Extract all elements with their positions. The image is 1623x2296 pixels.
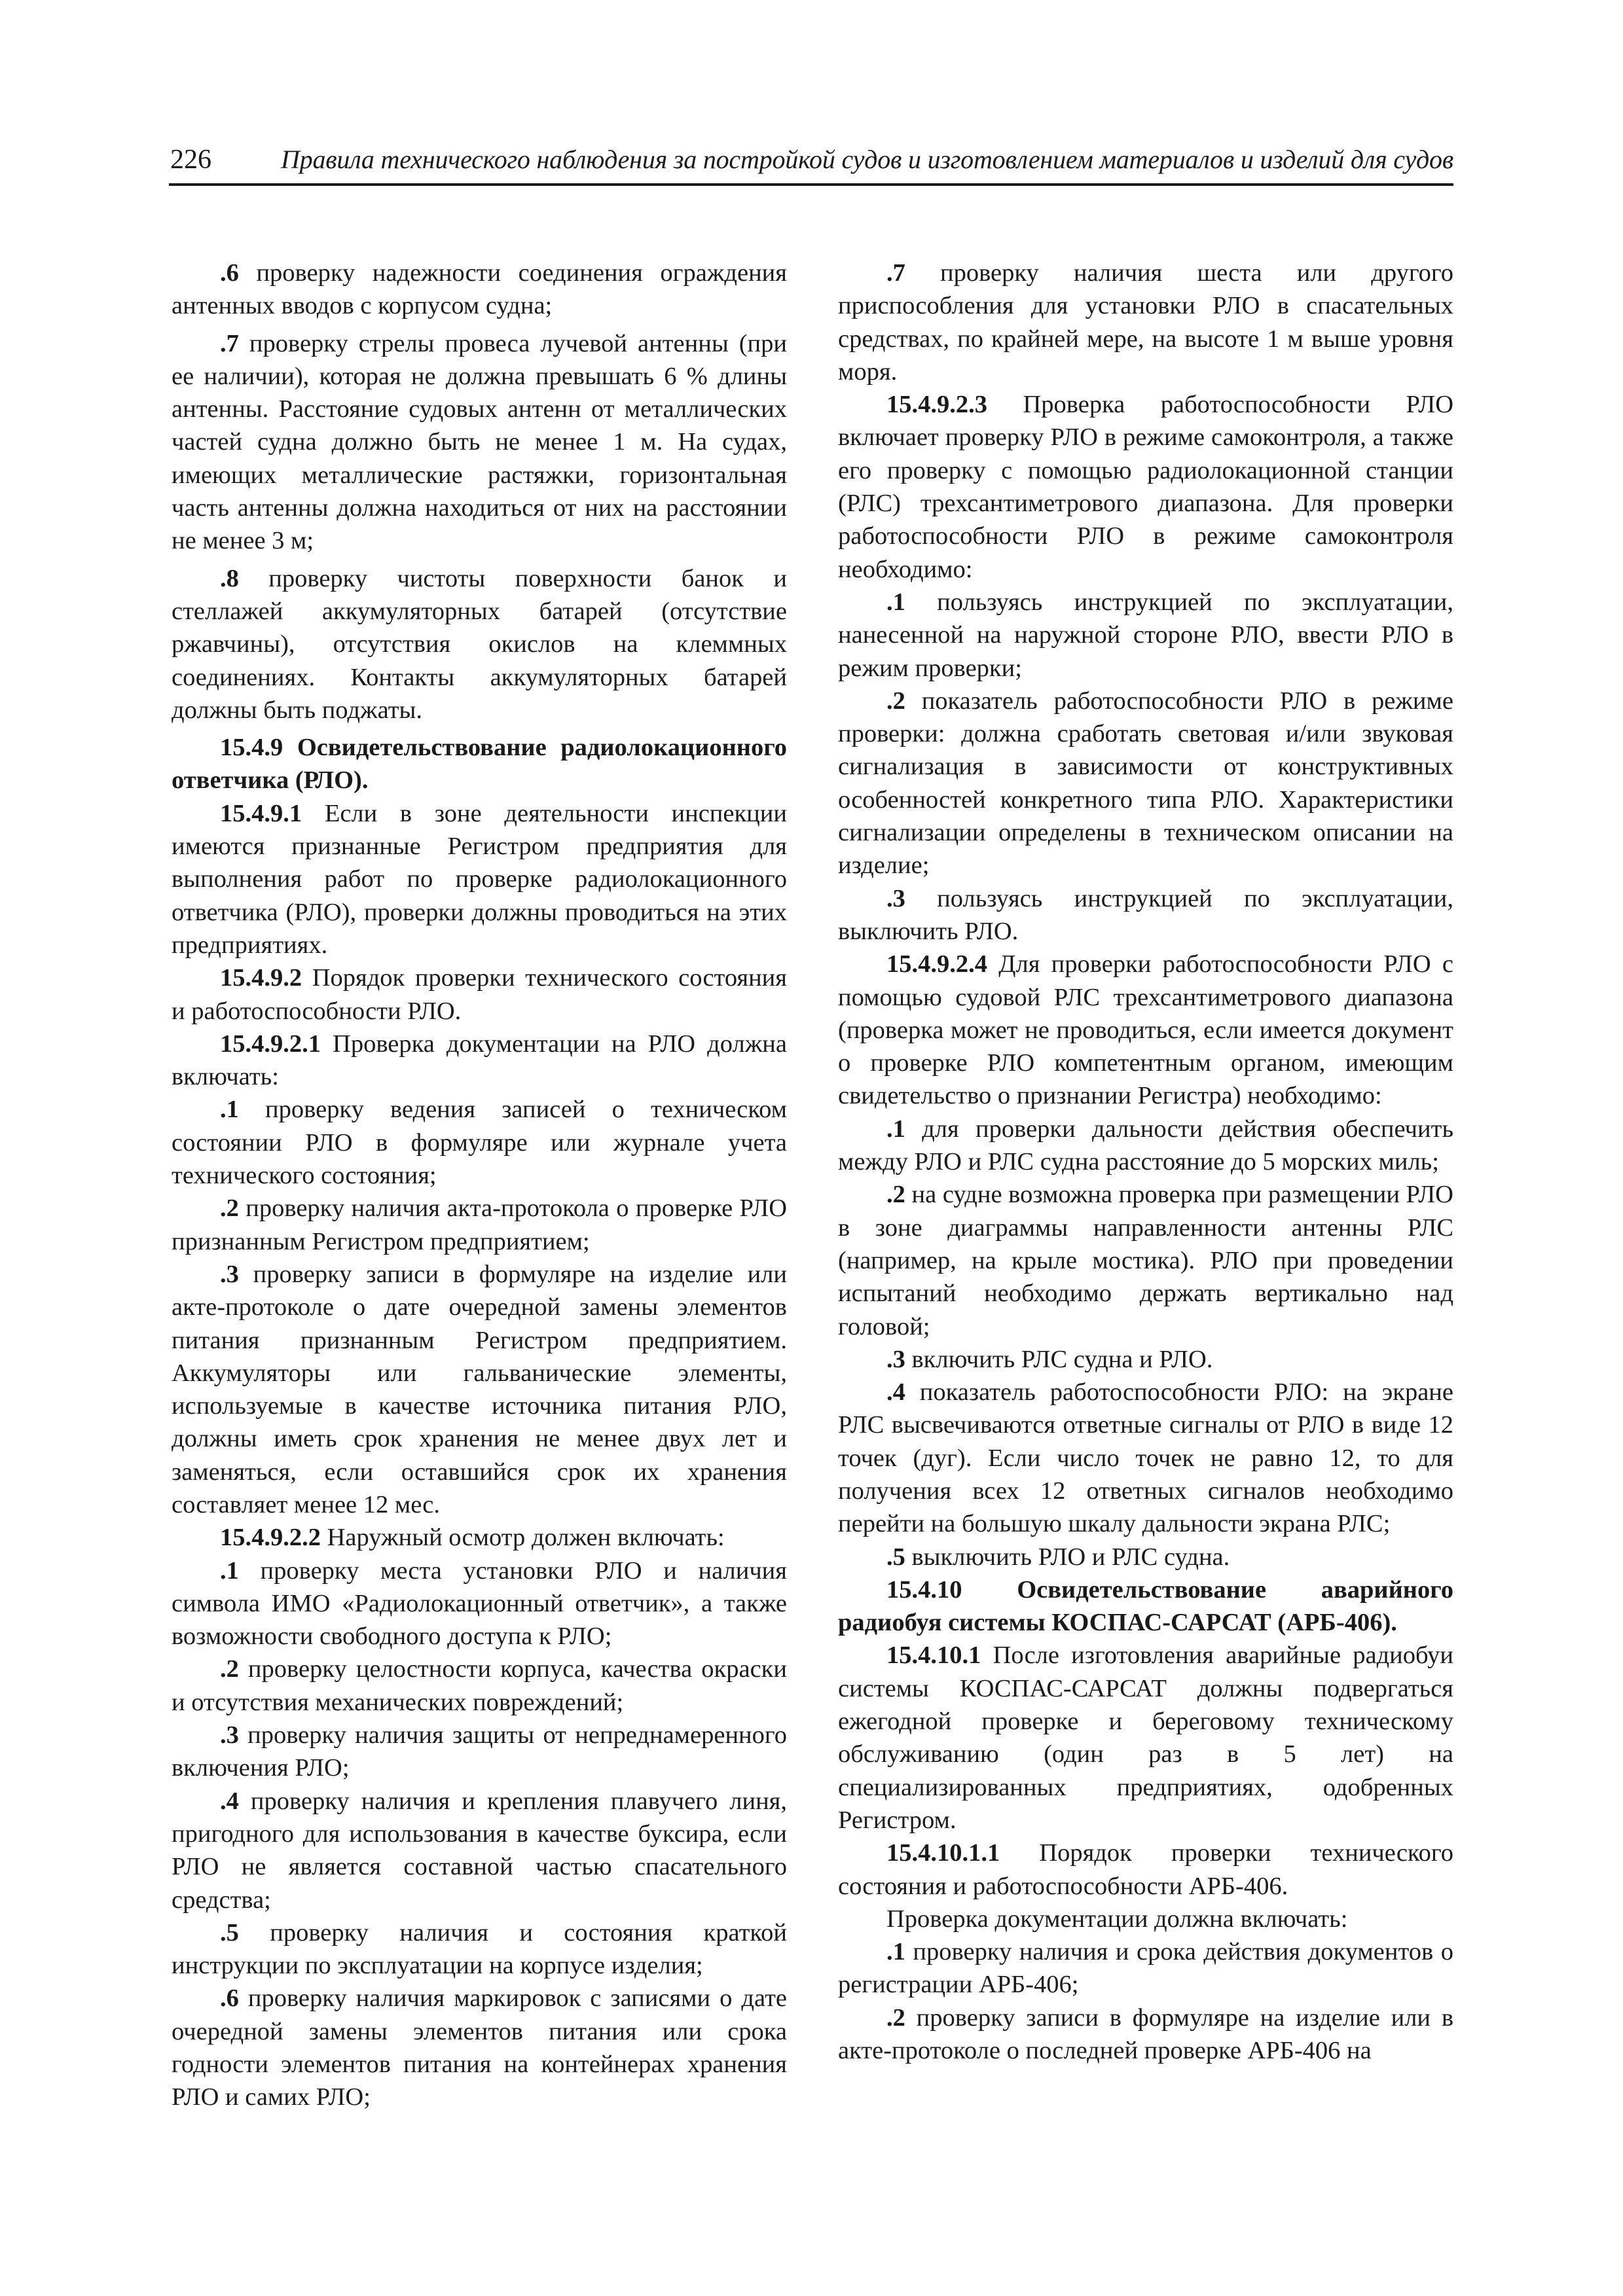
paragraph: .3 проверку наличия защиты от непреднамеренного включения РЛО; [172, 1721, 787, 1782]
paragraph: .1 пользуясь инструкцией по эксплуатации, нанесенной на наружной стороне РЛО, ввести РЛО в режим проверки; [838, 588, 1453, 682]
paragraph: 15.4.10.1.1 Порядок проверки технического состояния и работоспособности АРБ-406. [838, 1839, 1453, 1900]
paragraph: .3 пользуясь инструкцией по эксплуатации, выключить РЛО. [838, 884, 1453, 945]
paragraph: .5 проверку наличия и состояния краткой инструкции по эксплуатации на корпусе изделия; [172, 1918, 787, 1980]
paragraph: .1 проверку ведения записей о техническом состоянии РЛО в формуляре или журнале учета технического состояния; [172, 1096, 787, 1190]
paragraph: 15.4.9.2.4 Для проверки работоспособности РЛО с помощью судовой РЛС трехсантиметрового диапазона (проверка может не проводиться, если имеется документ о проверке РЛО компетентным органом, имеющим свидетельство о признании Регистра) необходимо: [838, 950, 1453, 1110]
section-heading: 15.4.9 Освидетельствование радиолокационного ответчика (РЛО). [172, 734, 787, 795]
section-heading: 15.4.10 Освидетельствование аварийного радиобуя системы КОСПАС-САРСАТ (АРБ-406). [838, 1575, 1453, 1637]
paragraph: .6 проверку надежности соединения ограждения антенных вводов с корпусом судна; [172, 259, 787, 320]
paragraph: 15.4.10.1 После изготовления аварийные радиобуи системы КОСПАС-САРСАТ должны подвергаться ежегодной проверке и береговому техническому обслуживанию (один раз в 5 лет) на специализированных предприятиях, одобренных Регистром. [838, 1641, 1453, 1834]
paragraph: .6 проверку наличия маркировок с записями о дате очередной замены элементов питания или срока годности элементов питания на контейнерах хранения РЛО и самих РЛО; [172, 1984, 787, 2111]
paragraph: 15.4.9.2.1 Проверка документации на РЛО должна включать: [172, 1030, 787, 1091]
paragraph: 15.4.9.2 Порядок проверки технического состояния и работоспособности РЛО. [172, 964, 787, 1025]
paragraph: .2 проверку наличия акта-протокола о проверке РЛО признанным Регистром предприятием; [172, 1194, 787, 1255]
paragraph: 15.4.9.2.2 Наружный осмотр должен включать: [220, 1524, 725, 1552]
paragraph: .2 показатель работоспособности РЛО в режиме проверки: должна сработать световая и/или звуковая сигнализация в зависимости от конструктивных особенностей конкретного типа РЛО. Характеристики сигнализации определены в техническом описании на изделие; [838, 687, 1453, 880]
paragraph: .5 выключить РЛО и РЛС судна. [886, 1543, 1230, 1571]
paragraph: .1 проверку места установки РЛО и наличия символа ИМО «Радиолокационный ответчик», а также возможности свободного доступа к РЛО; [172, 1556, 787, 1651]
paragraph: .1 проверку наличия и срока действия документов о регистрации АРБ-406; [838, 1938, 1453, 1999]
running-title: Правила технического наблюдения за постройкой судов и изготовлением материалов и изделий для судов [280, 145, 1453, 174]
paragraph: .3 включить РЛС судна и РЛО. [886, 1345, 1213, 1373]
paragraph: .3 проверку записи в формуляре на изделие или акте-протоколе о дате очередной замены элементов питания признанным Регистром предприятием. Аккумуляторы или гальванические элементы, используемые в качестве источника питания РЛО, должны иметь срок хранения не менее двух лет и заменяться, если оставшийся срок их хранения составляет менее 12 мес. [172, 1260, 787, 1518]
right-column [838, 257, 1453, 2067]
paragraph: .8 проверку чистоты поверхности банок и стеллажей аккумуляторных батарей (отсутствие ржавчины), отсутствия окислов на клеммных соединениях. Контакты аккумуляторных батарей должны быть поджаты. [172, 564, 787, 724]
left-column [172, 257, 787, 2114]
paragraph: .7 проверку стрелы провеса лучевой антенны (при ее наличии), которая не должна превышать 6 % длины антенны. Расстояние судовых антенн от металлических частей судна должно быть не менее 1 м. На судах, имеющих металлические растяжки, горизонтальная часть антенны должна находиться от них на расстоянии не менее 3 м; [172, 329, 787, 555]
paragraph: 15.4.9.2.3 Проверка работоспособности РЛО включает проверку РЛО в режиме самоконтроля, а также его проверку с помощью радиолокационной станции (РЛС) трехсантиметрового диапазона. Для проверки работоспособности РЛО в режиме самоконтроля необходимо: [838, 391, 1453, 583]
page-header [169, 141, 1453, 186]
page-number: 226 [170, 145, 211, 175]
paragraph: .2 на судне возможна проверка при размещении РЛО в зоне диаграммы направленности антенны РЛС (например, на крыле мостика). РЛО при проведении испытаний необходимо держать вертикально над головой; [838, 1181, 1453, 1340]
paragraph: .2 проверку целостности корпуса, качества окраски и отсутствия механических повреждений; [172, 1655, 787, 1716]
paragraph: .4 проверку наличия и крепления плавучего линя, пригодного для использования в качестве буксира, если РЛО не является составной частью спасательного средства; [172, 1787, 787, 1914]
paragraph: .2 проверку записи в формуляре на изделие или в акте-протоколе о последней проверке АРБ-406 на [838, 2003, 1453, 2065]
paragraph: .1 для проверки дальности действия обеспечить между РЛО и РЛС судна расстояние до 5 морских миль; [838, 1115, 1453, 1176]
paragraph: 15.4.9.1 Если в зоне деятельности инспекции имеются признанные Регистром предприятия для выполнения работ по проверке радиолокационного ответчика (РЛО), проверки должны проводиться на этих предприятиях. [172, 799, 787, 959]
paragraph: .7 проверку наличия шеста или другого приспособления для установки РЛО в спасательных средствах, по крайней мере, на высоте 1 м выше уровня моря. [838, 259, 1453, 386]
paragraph: .4 показатель работоспособности РЛО: на экране РЛС высвечиваются ответные сигналы от РЛО в виде 12 точек (дуг). Если число точек не равно 12, то для получения всех 12 ответных сигналов необходимо перейти на большую шкалу дальности экрана РЛС; [838, 1378, 1453, 1538]
paragraph: Проверка документации должна включать: [886, 1905, 1348, 1933]
